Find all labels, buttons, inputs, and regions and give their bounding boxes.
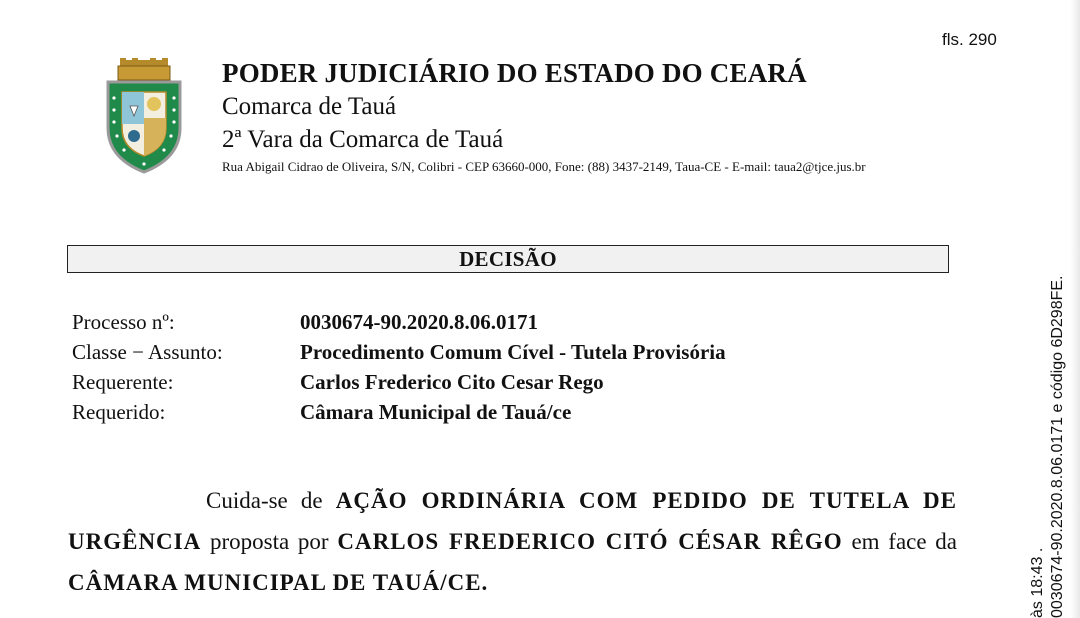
defendant-full-name: CÂMARA MUNICIPAL DE TAUÁ/CE.	[68, 570, 489, 595]
court-address: Rua Abigail Cidrao de Oliveira, S/N, Colibri - CEP 63660-000, Fone: (88) 3437-2149, Taua-CE - E-mail: taua2@tjce.jus.br	[222, 159, 866, 174]
case-info-row-classe	[72, 337, 726, 367]
case-info-label: Requerido:	[72, 399, 166, 424]
plaintiff-full-name: CARLOS FREDERICO CITÓ CÉSAR RÊGO	[337, 529, 843, 554]
case-info-label: Processo nº:	[72, 309, 175, 334]
action-type: AÇÃO ORDINÁRIA COM PEDIDO DE TUTELA DE URGÊNCIA	[68, 488, 958, 554]
case-info	[72, 307, 726, 427]
paragraph-against: em face da	[851, 529, 958, 554]
stamp-line-time: às 18:43 .	[1029, 547, 1046, 618]
case-info-label: Requerente:	[72, 369, 174, 394]
paragraph-intro: Cuida-se de	[206, 488, 323, 513]
case-info-row-requerido	[72, 397, 726, 427]
court-title: PODER JUDICIÁRIO DO ESTADO DO CEARÁ	[222, 58, 807, 88]
ceara-coat-of-arms-icon	[100, 58, 188, 176]
plaintiff-name: Carlos Frederico Cito Cesar Rego	[300, 369, 604, 394]
decision-paragraph	[68, 480, 957, 603]
paragraph-proposed-by: proposta por	[209, 529, 329, 554]
page-edge	[1070, 0, 1080, 618]
page-number: fls. 290	[942, 30, 997, 49]
case-info-label: Classe − Assunto:	[72, 339, 223, 364]
vara-name: 2ª Vara da Comarca de Tauá	[222, 126, 504, 153]
stamp-line-code: 0030674-90.2020.8.06.0171 e código 6D298FE.	[1049, 275, 1066, 618]
decision-header-box	[67, 245, 949, 273]
process-number: 0030674-90.2020.8.06.0171	[300, 309, 538, 334]
defendant-name: Câmara Municipal de Tauá/ce	[300, 399, 572, 424]
case-info-row-requerente	[72, 367, 726, 397]
comarca-name: Comarca de Tauá	[222, 93, 397, 120]
section-title: DECISÃO	[459, 246, 557, 271]
case-class: Procedimento Comum Cível - Tutela Provisória	[300, 339, 726, 364]
case-info-row-processo	[72, 307, 726, 337]
digital-signature-stamp	[1028, 276, 1068, 618]
